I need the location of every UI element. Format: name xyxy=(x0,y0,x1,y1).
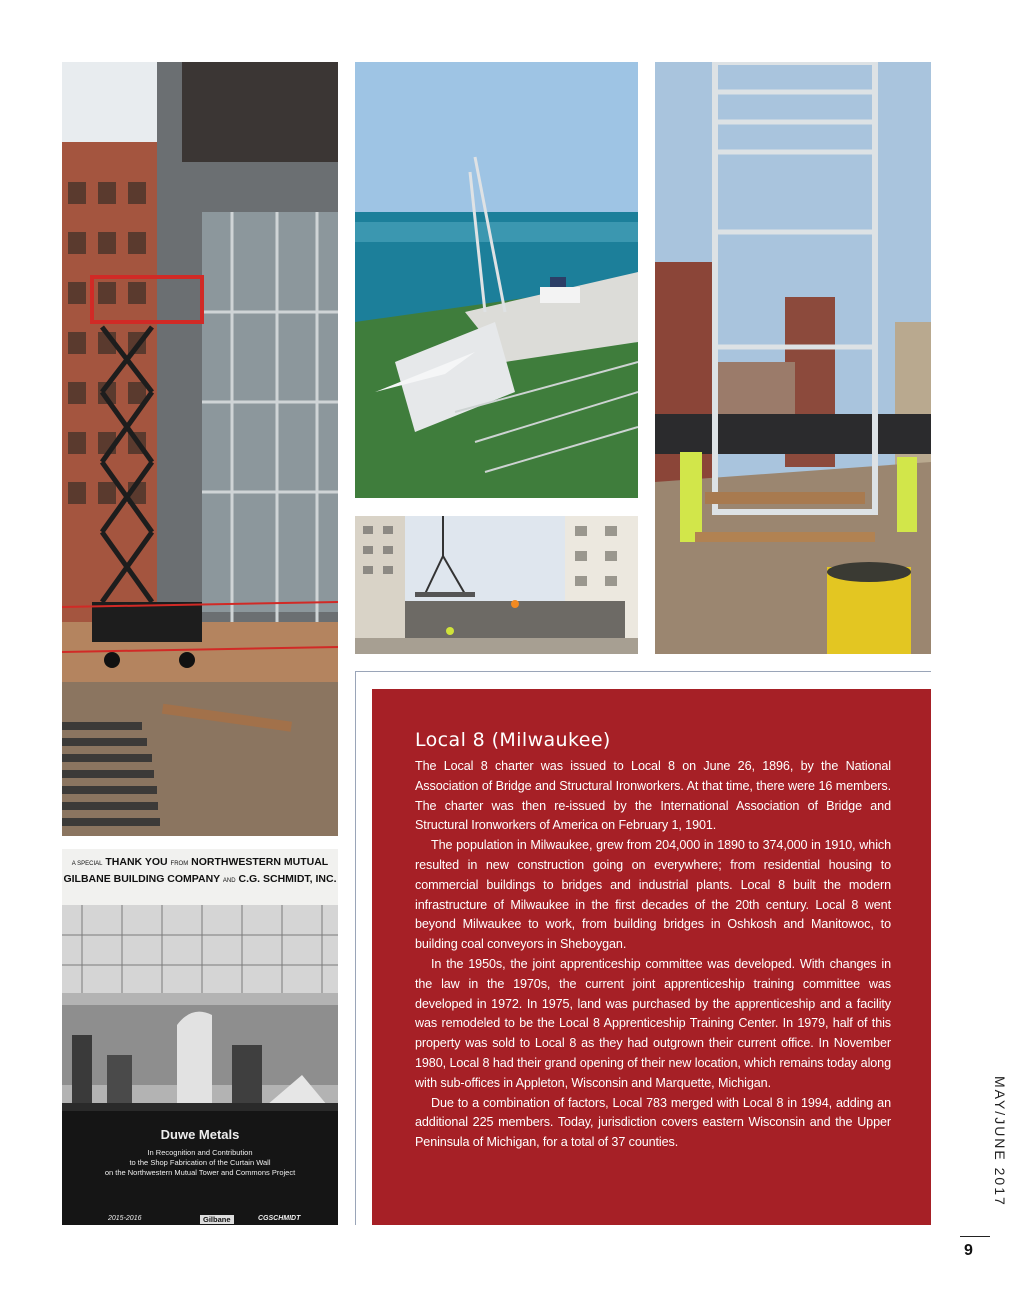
page-number: 9 xyxy=(964,1242,973,1259)
article-paragraph-4: Due to a combination of factors, Local 783 merged with Local 8 in 1994, adding an additional 225 members. Today, jurisdiction covers eastern Wisconsin and the Upper Peninsula of Michigan, for a total of 37 counties. xyxy=(415,1095,891,1150)
plaque-skyline-image xyxy=(62,905,338,1111)
issue-date: MAY/JUNE 2017 xyxy=(992,1076,1008,1207)
plaque-thank-you: THANK YOU xyxy=(105,856,168,868)
cgschmidt-logo: CGSCHMIDT xyxy=(258,1215,301,1222)
plaque-org-cgschmidt: C.G. SCHMIDT, INC. xyxy=(238,873,337,885)
plaque-header xyxy=(62,849,338,905)
plaque-from: FROM xyxy=(170,861,189,867)
plaque-and: AND xyxy=(222,878,236,884)
article-box xyxy=(372,689,931,1225)
photo-crane-lift xyxy=(355,516,638,654)
photo-aerial-lakefront xyxy=(355,62,638,498)
plaque-years: 2015-2016 xyxy=(108,1215,142,1222)
article-paragraph-3: In the 1950s, the joint apprenticeship committee was developed. With changes in the law in the 1970s, the current joint apprenticeship training committee was developed in 1972. In 1975, land was purchased by the apprenticeship and a facility was remodeled to be the Local 8 Apprenticeship Training Center. In 1979, half of this property was sold to Local 8 as they had outgrown their current office. In November 1980, Local 8 had their grand opening of their new location, which remains today along with sub-offices in Appleton, Wisconsin and Marquette, Michigan. xyxy=(415,956,891,1090)
plaque-recognition-line-3: on the Northwestern Mutual Tower and Commons Project xyxy=(104,1168,296,1177)
thank-you-plaque xyxy=(62,849,338,1225)
plaque-org-northwestern: NORTHWESTERN MUTUAL xyxy=(191,856,329,868)
plaque-recognition-line-2: to the Shop Fabrication of the Curtain Wall xyxy=(129,1158,271,1167)
article-paragraph-1: The Local 8 charter was issued to Local 8 on June 26, 1896, by the National Association of Bridge and Structural Ironworkers. At that time, there were 16 members. The charter was then re-issued by the International Association of Bridge and Structural Ironworkers of America on February 1, 1901. xyxy=(415,759,891,833)
article-title: Local 8 (Milwaukee) xyxy=(415,729,611,751)
plaque-recognition-line-1: In Recognition and Contribution xyxy=(147,1148,253,1157)
photo-scissor-lift-building xyxy=(62,62,338,836)
plaque-inscription xyxy=(62,1111,338,1225)
article-paragraph-2: The population in Milwaukee, grew from 204,000 in 1890 to 374,000 in 1910, which resulted in new construction going on everywhere; from residential housing to commercial buildings to bridges and industrial plants. Local 8 built the modern infrastructure of Milwaukee in the first decades of the 20th century. Local 8 went beyond Milwaukee to work, from building bridges in Oshkosh and Manitowoc, to building coal conveyors in Sheboygan. xyxy=(415,838,891,952)
photo-window-frame xyxy=(655,62,931,654)
plaque-company-name: Duwe Metals xyxy=(160,1127,240,1142)
plaque-org-gilbane: GILBANE BUILDING COMPANY xyxy=(63,873,220,885)
frame-rule-left xyxy=(355,671,356,1225)
plaque-prefix: A SPECIAL xyxy=(71,861,103,867)
folio-rule xyxy=(960,1236,990,1237)
gilbane-logo: Gilbane xyxy=(200,1215,234,1224)
frame-rule-top xyxy=(355,671,931,672)
